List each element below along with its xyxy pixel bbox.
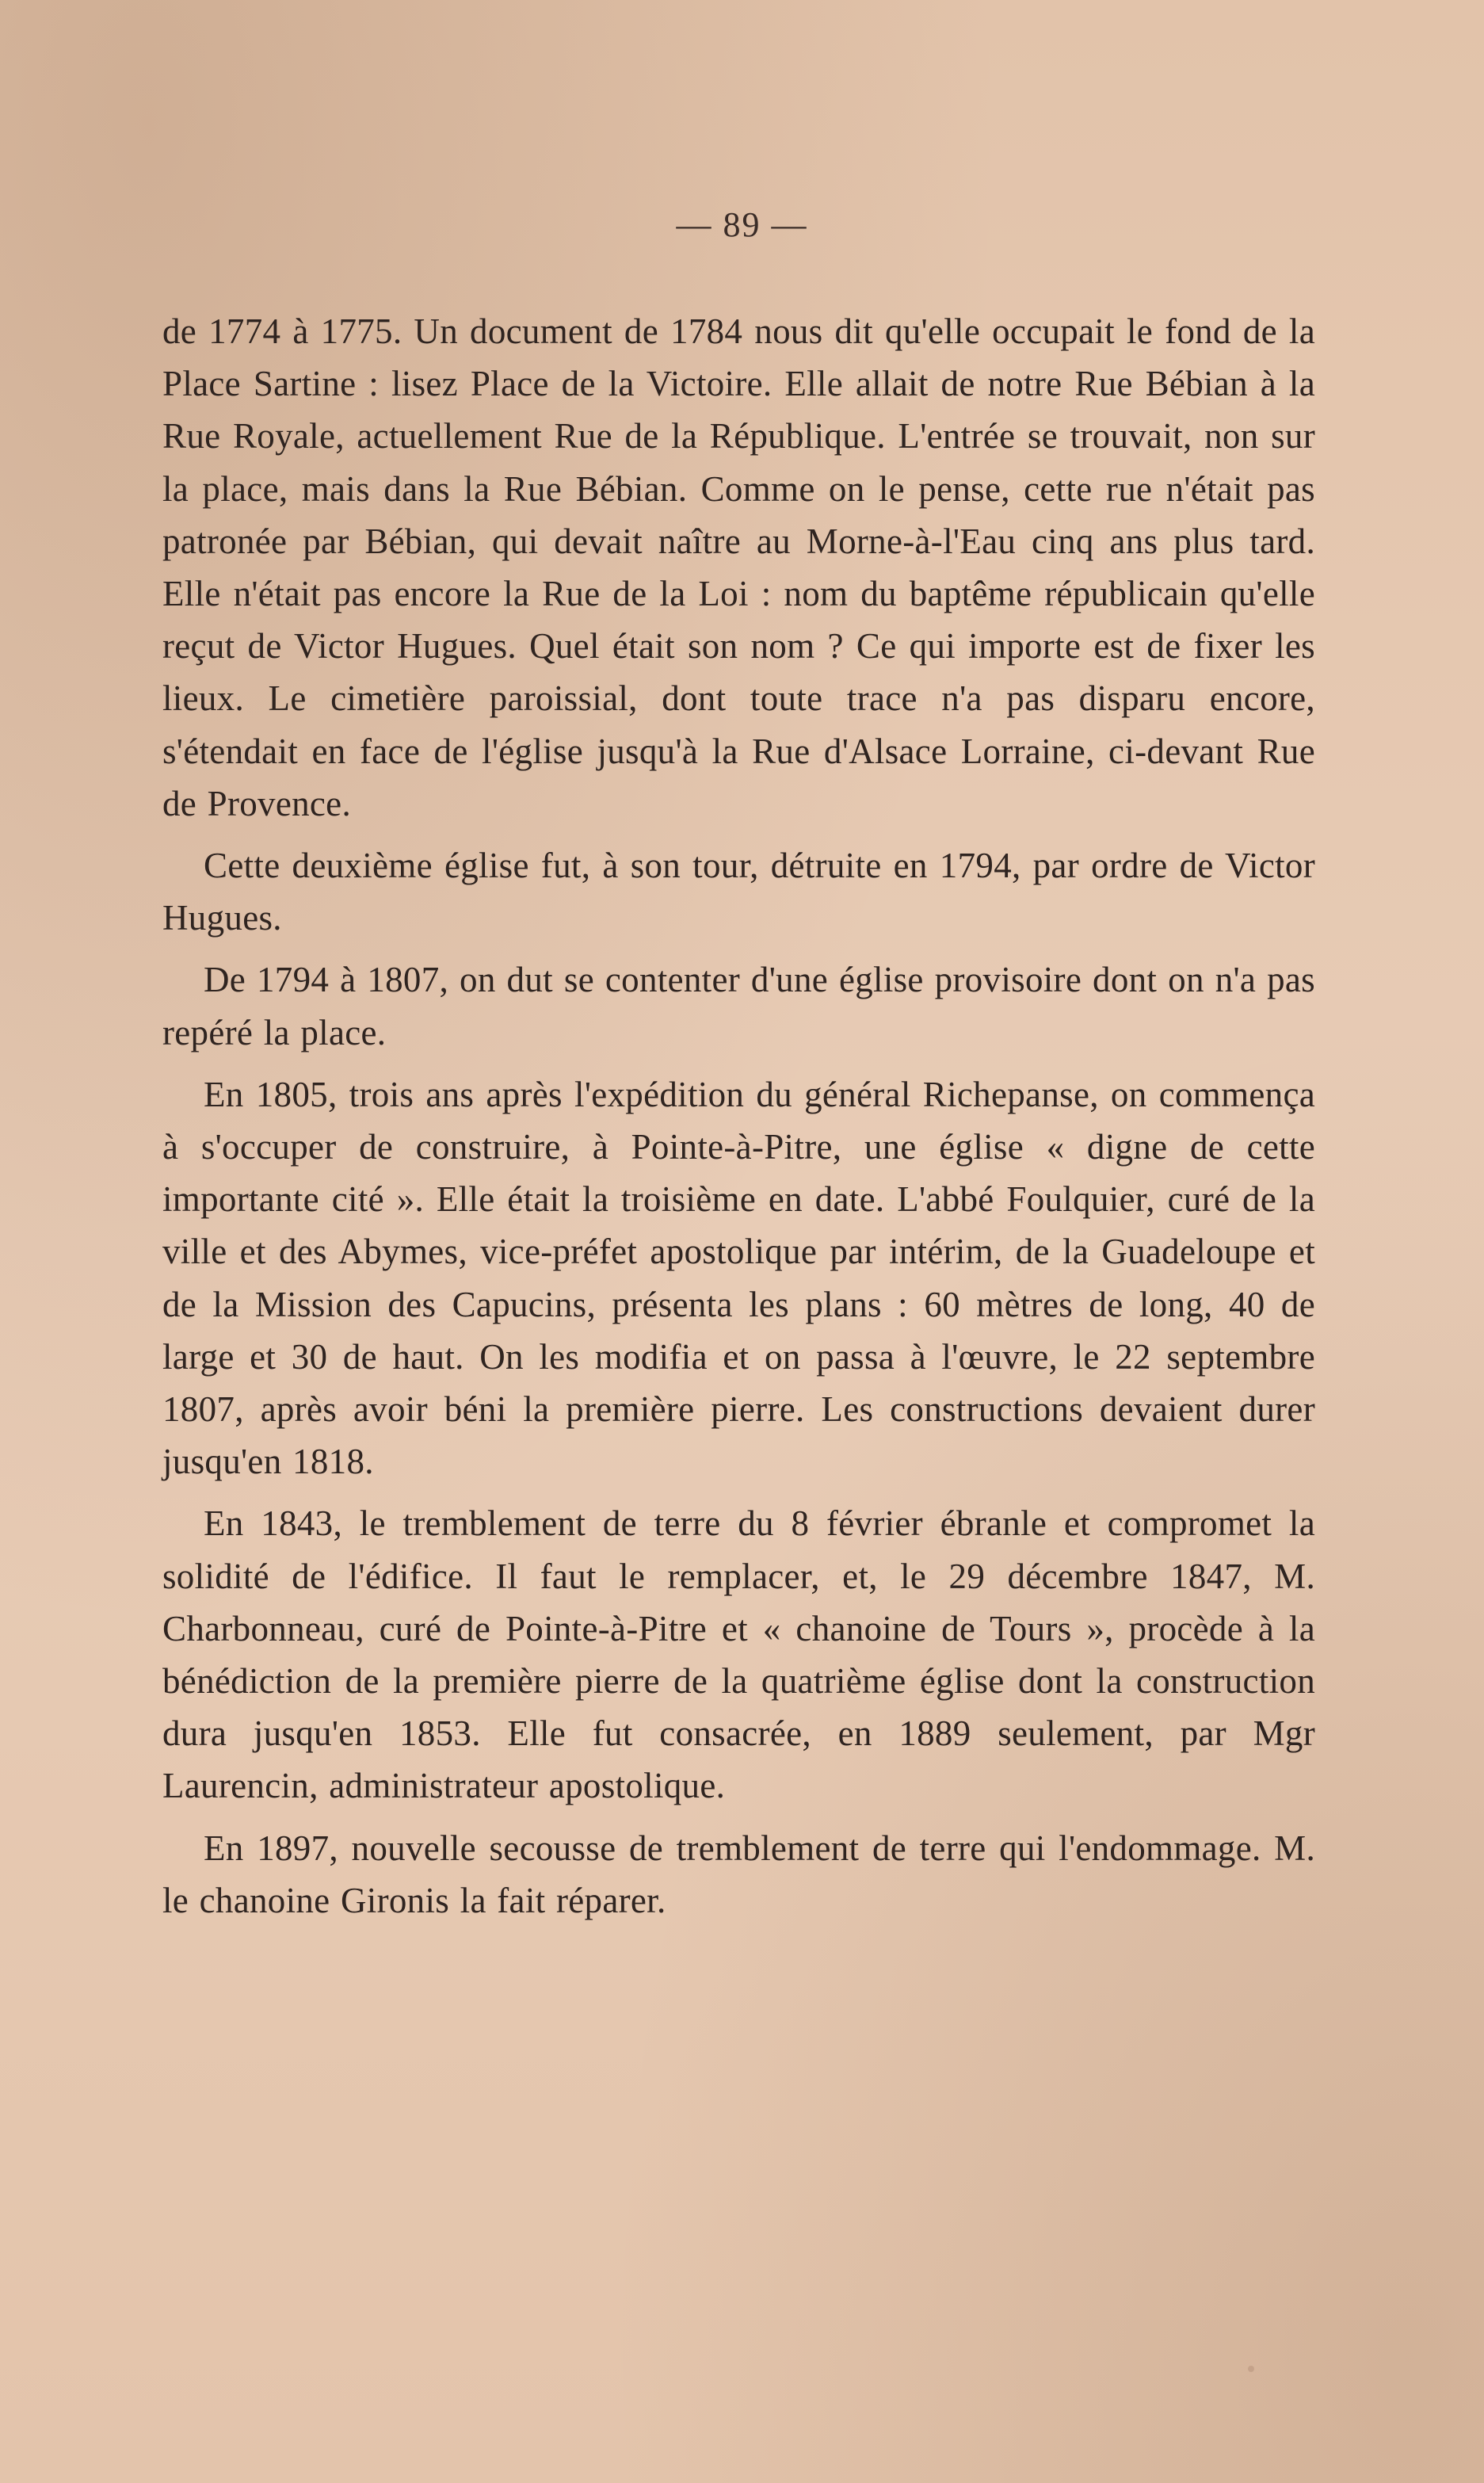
paragraph-2: Cette deuxième église fut, à son tour, détruite en 1794, par ordre de Victor Hugues. [162, 846, 1315, 938]
paragraph-1: de 1774 à 1775. Un document de 1784 nous dit qu'elle occupait le fond de la Place Sartine : lisez Place de la Victoire. Elle allait de notre Rue Bébian à la Rue Royale, actuellement Rue de la République. L'entrée se trouvait, non sur la place, mais dans la Rue Bébian. Comme on le pense, cette rue n'était pas patronée par Bébian, qui devait naître au Morne-à-l'Eau cinq ans plus tard. Elle n'était pas encore la Rue de la Loi : nom du baptême républicain qu'elle reçut de Victor Hugues. Quel était son nom ? Ce qui importe est de fixer les lieux. Le cimetière paroissial, dont toute trace n'a pas disparu encore, s'étendait en face de l'église jusqu'à la Rue d'Alsace Lorraine, ci-devant Rue de Provence. [162, 311, 1315, 823]
paragraph-6: En 1897, nouvelle secousse de tremblement de terre qui l'endommage. M. le chanoine Gironis la fait réparer. [162, 1828, 1315, 1920]
paragraph-5: En 1843, le tremblement de terre du 8 février ébranle et compromet la solidité de l'édifice. Il faut le remplacer, et, le 29 décembre 1847, M. Charbonneau, curé de Pointe-à-Pitre et « chanoine de Tours », procède à la bénédiction de la première pierre de la quatrième église dont la construction dura jusqu'en 1853. Elle fut consacrée, en 1889 seulement, par Mgr Laurencin, administrateur apostolique. [162, 1503, 1315, 1806]
paper-stain [1248, 2366, 1254, 2372]
paragraph-3: De 1794 à 1807, on dut se contenter d'une église provisoire dont on n'a pas repéré la place. [162, 960, 1315, 1052]
page-number: — 89 — [676, 205, 808, 244]
body-text [162, 305, 1315, 1927]
paragraph-4: En 1805, trois ans après l'expédition du général Richepanse, on commença à s'occuper de construire, à Pointe-à-Pitre, une église « digne de cette importante cité ». Elle était la troisième en date. L'abbé Foulquier, curé de la ville et des Abymes, vice-préfet apostolique par intérim, de la Guadeloupe et de la Mission des Capucins, présenta les plans : 60 mètres de long, 40 de large et 30 de haut. On les modifia et on passa à l'œuvre, le 22 septembre 1807, après avoir béni la première pierre. Les constructions devaient durer jusqu'en 1818. [162, 1074, 1315, 1482]
